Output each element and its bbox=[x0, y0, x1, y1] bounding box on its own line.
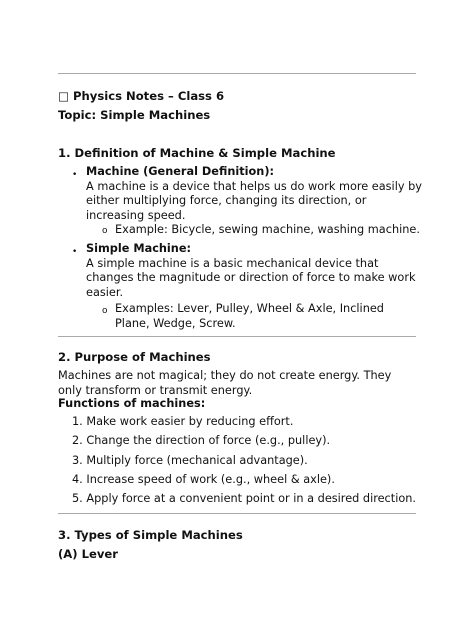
topic-heading: Topic: Simple Machines bbox=[58, 108, 211, 122]
sub-bullet-icon: o bbox=[102, 306, 108, 316]
section-1-heading: 1. Definition of Machine & Simple Machine bbox=[58, 146, 336, 160]
bullet-icon: • bbox=[72, 247, 78, 257]
example-machine: Example: Bicycle, sewing machine, washing machine. bbox=[115, 223, 420, 236]
function-item: 4. Increase speed of work (e.g., wheel & axle). bbox=[72, 473, 335, 486]
divider bbox=[58, 513, 416, 514]
bullet-icon: • bbox=[72, 170, 78, 180]
definition-simple-machine: A simple machine is a basic mechanical device that changes the magnitude or direction of force to make work easier. bbox=[86, 256, 416, 299]
section-2-intro: Machines are not magical; they do not create energy. They only transform or transmit energy. bbox=[58, 369, 392, 397]
list-item-machine bbox=[86, 165, 426, 223]
title-icon: □ bbox=[58, 89, 69, 103]
lever-subheading: (A) Lever bbox=[58, 547, 118, 561]
examples-simple-machine: Examples: Lever, Pulley, Wheel & Axle, Inclined Plane, Wedge, Screw. bbox=[115, 302, 384, 330]
section-3-heading: 3. Types of Simple Machines bbox=[58, 528, 243, 542]
definition-machine: A machine is a device that helps us do work more easily by either multiplying force, changing its direction, or increasing speed. bbox=[86, 179, 422, 222]
top-divider bbox=[58, 73, 416, 74]
function-item: 3. Multiply force (mechanical advantage). bbox=[72, 454, 308, 467]
function-item: 2. Change the direction of force (e.g., pulley). bbox=[72, 434, 331, 447]
sub-bullet-icon: o bbox=[102, 226, 108, 236]
title-text: Physics Notes – Class 6 bbox=[73, 89, 225, 103]
function-item: 1. Make work easier by reducing effort. bbox=[72, 415, 294, 428]
page-title bbox=[58, 89, 418, 104]
functions-heading: Functions of machines: bbox=[58, 397, 206, 410]
divider bbox=[58, 336, 416, 337]
section-2-heading: 2. Purpose of Machines bbox=[58, 350, 211, 364]
function-item: 5. Apply force at a convenient point or in a desired direction. bbox=[72, 492, 416, 505]
term-machine: Machine (General Definition): bbox=[86, 165, 274, 178]
list-item-simple-machine bbox=[86, 242, 426, 300]
term-simple-machine: Simple Machine: bbox=[86, 242, 192, 255]
